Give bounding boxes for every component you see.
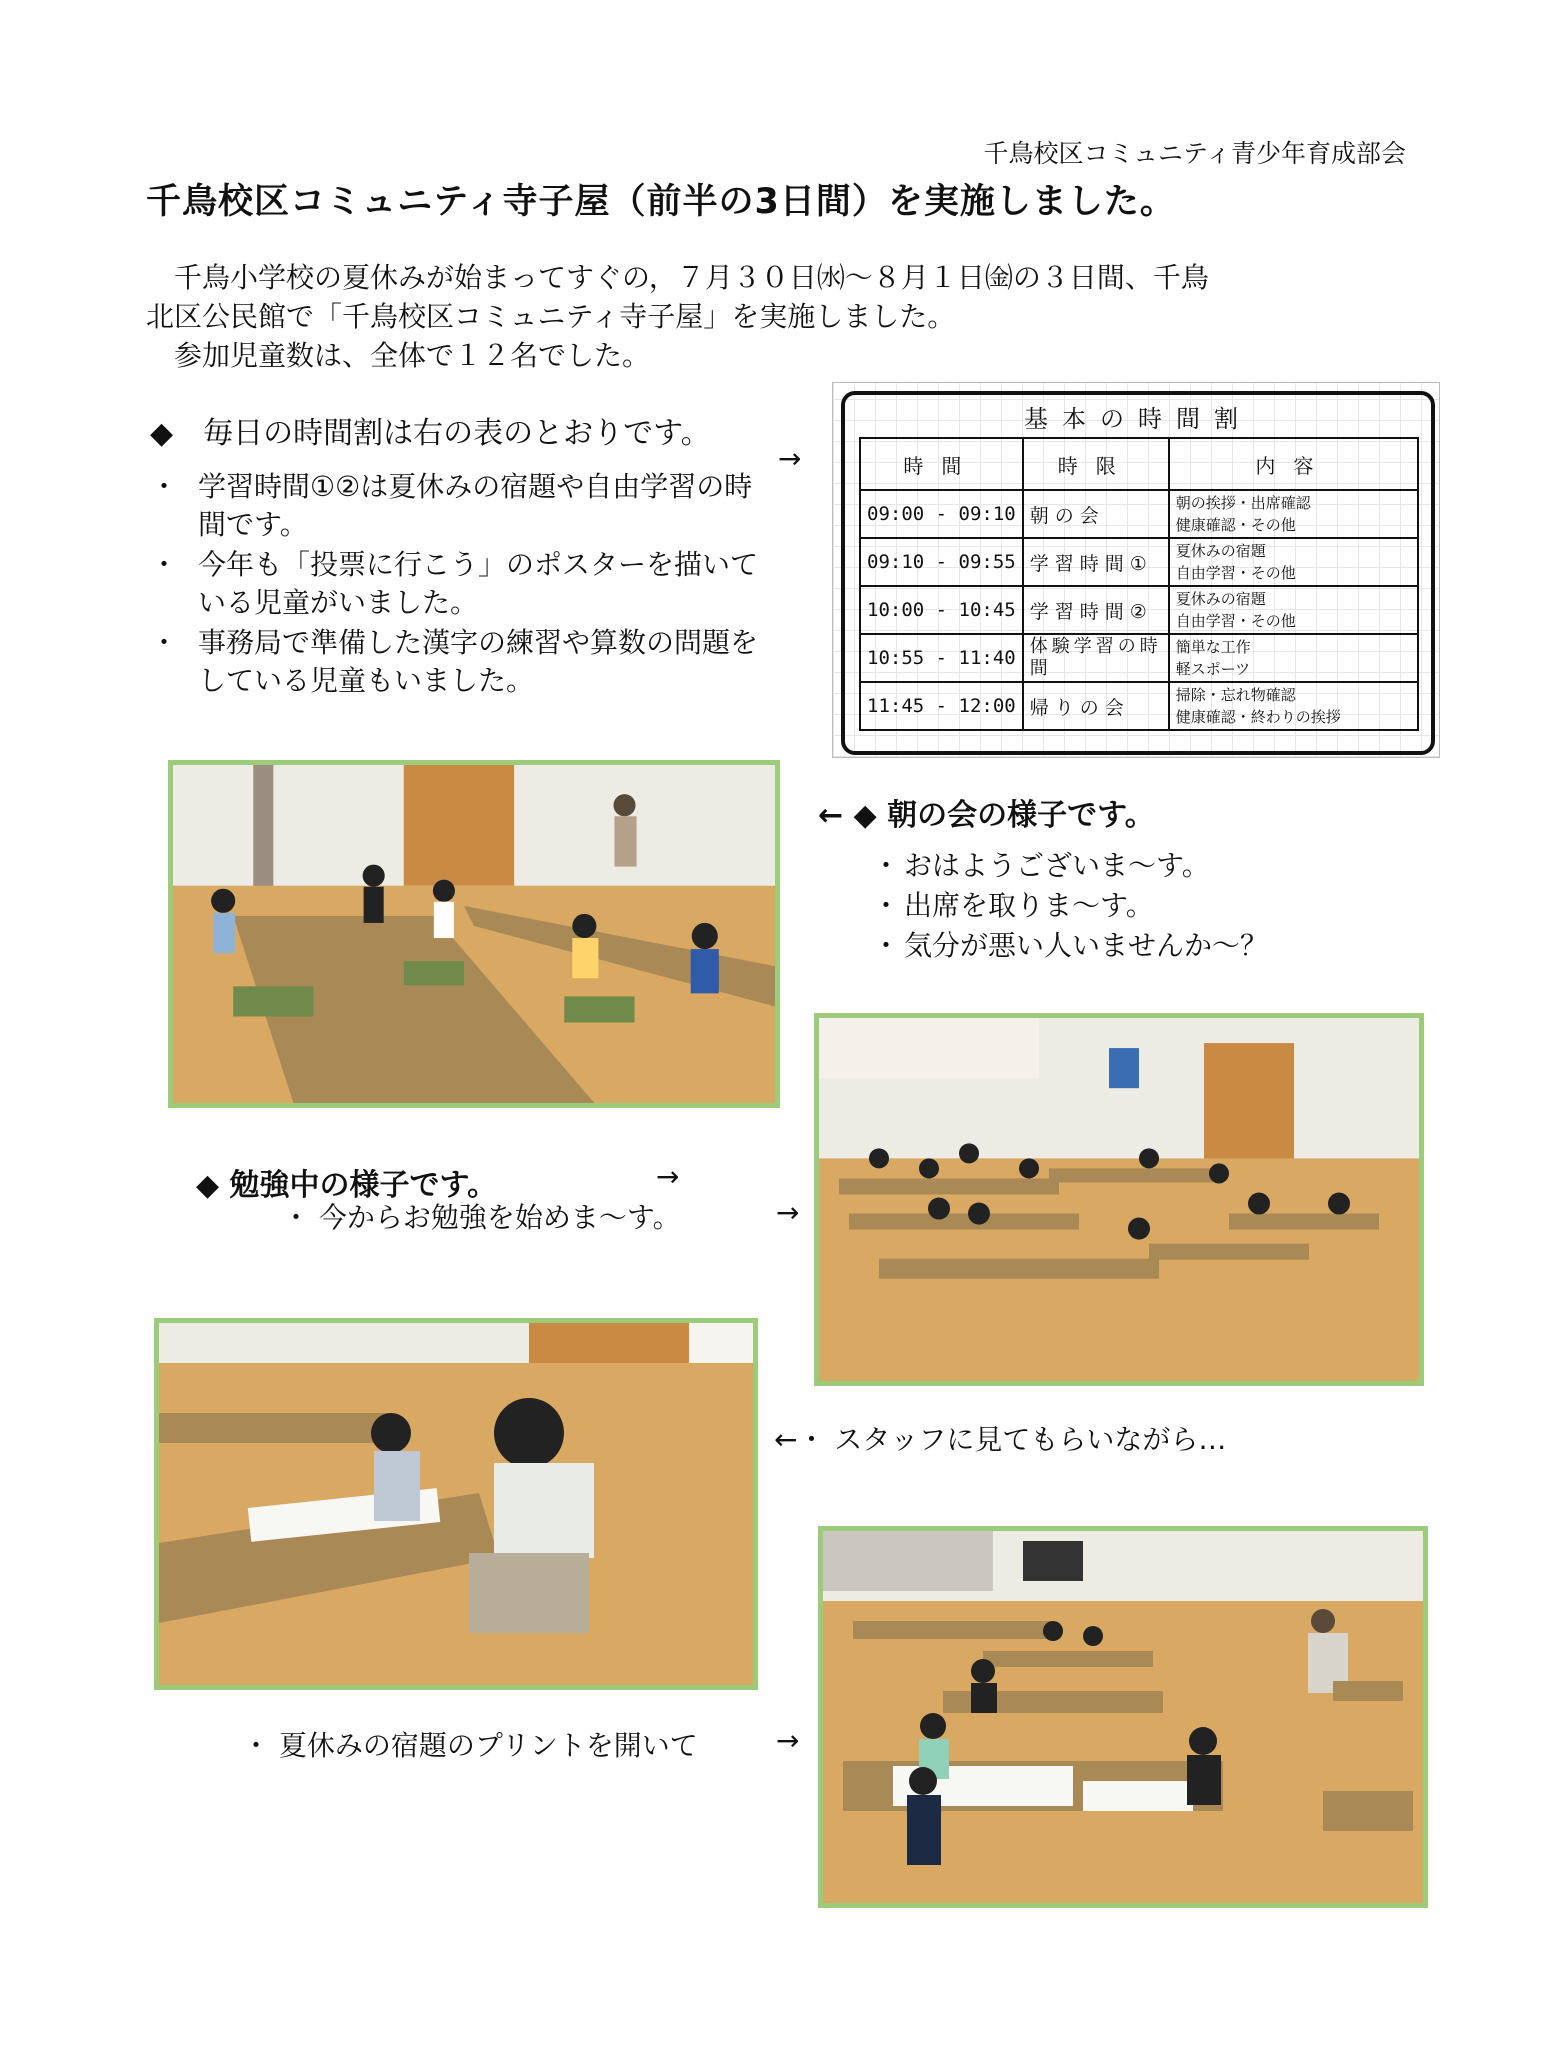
arrow-to-table: → <box>778 442 802 475</box>
intro-line-2: 北区公民館で「千鳥校区コミュニティ寺子屋」を実施しました。 <box>146 300 956 333</box>
content-line: 自由学習・その他 <box>1175 564 1296 582</box>
morning-bullet: ・ 出席を取りま～す。 <box>872 886 1392 926</box>
cell-period: 体験学習の時間 <box>1023 634 1169 682</box>
content-line: 簡単な工作 <box>1175 638 1251 656</box>
page-title: 千鳥校区コミュニティ寺子屋（前半の3日間）を実施しました。 <box>146 182 1176 222</box>
intro-line-1: 千鳥小学校の夏休みが始まってすぐの，７月３０日㈬～８月１日㈮の３日間、千鳥 <box>174 261 1209 294</box>
cell-period: 学習時間② <box>1023 586 1169 634</box>
intro-paragraph <box>146 258 1396 375</box>
staff-caption: ←・ スタッフに見てもらいながら… <box>774 1423 1227 1456</box>
photo-morning-meeting <box>168 760 780 1108</box>
schedule-bullet: ・ 事務局で準備した漢字の練習や算数の問題をしている児童もいました。 <box>150 624 780 700</box>
content-line: 夏休みの宿題 <box>1175 542 1266 560</box>
schedule-table-image <box>832 382 1440 758</box>
photo-studying <box>814 1013 1424 1386</box>
header-period: 時限 <box>1023 438 1169 490</box>
classroom-photo-illustration <box>819 1018 1419 1381</box>
schedule-bullet: ・ 今年も「投票に行こう」のポスターを描いている児童がいました。 <box>150 546 780 622</box>
morning-heading: ← ◆ 朝の会の様子です。 <box>818 798 1155 833</box>
arrow-study-heading: → <box>656 1160 680 1193</box>
header-content: 内容 <box>1169 438 1418 490</box>
table-header-row <box>860 438 1418 490</box>
cell-content <box>1169 490 1418 538</box>
content-line: 健康確認・終わりの挨拶 <box>1175 708 1341 726</box>
photo-staff-helping <box>154 1318 758 1690</box>
table-row <box>860 538 1418 586</box>
content-line: 健康確認・その他 <box>1175 516 1296 534</box>
classroom-photo-illustration <box>823 1531 1423 1903</box>
content-line: 夏休みの宿題 <box>1175 590 1266 608</box>
schedule-heading: ◆ 毎日の時間割は右の表のとおりです。 <box>150 416 711 451</box>
content-line: 朝の挨拶・出席確認 <box>1175 494 1311 512</box>
table-row <box>860 634 1418 682</box>
cell-period: 帰りの会 <box>1023 682 1169 730</box>
cell-period: 朝の会 <box>1023 490 1169 538</box>
morning-bullet: ・ 気分が悪い人いませんか～？ <box>872 926 1392 966</box>
schedule-frame <box>841 391 1435 755</box>
cell-content <box>1169 682 1418 730</box>
schedule-title: 基本の時間割 <box>1024 405 1252 433</box>
table-row <box>860 490 1418 538</box>
organization-name: 千鳥校区コミュニティ青少年育成部会 <box>983 139 1406 168</box>
cell-time: 09:00 - 09:10 <box>860 490 1023 538</box>
classroom-photo-illustration <box>173 765 775 1103</box>
schedule-bullets <box>150 468 780 702</box>
arrow-homework: → <box>776 1724 800 1757</box>
cell-content <box>1169 586 1418 634</box>
classroom-photo-illustration <box>159 1323 753 1685</box>
study-bullet: ・ 今からお勉強を始めま～す。 <box>282 1201 681 1234</box>
photo-homework <box>818 1526 1428 1908</box>
table-row <box>860 586 1418 634</box>
cell-period: 学習時間① <box>1023 538 1169 586</box>
cell-time: 10:55 - 11:40 <box>860 634 1023 682</box>
cell-time: 10:00 - 10:45 <box>860 586 1023 634</box>
homework-caption: ・ 夏休みの宿題のプリントを開いて <box>242 1729 698 1762</box>
content-line: 軽スポーツ <box>1175 660 1251 678</box>
arrow-study-bullet: → <box>776 1196 800 1229</box>
header-time: 時間 <box>860 438 1023 490</box>
intro-line-3: 参加児童数は、全体で１２名でした。 <box>174 339 651 372</box>
study-heading: ◆ 勉強中の様子です。 <box>196 1168 498 1203</box>
cell-content <box>1169 538 1418 586</box>
morning-bullet: ・ おはようございま～す。 <box>872 846 1392 886</box>
content-line: 自由学習・その他 <box>1175 612 1296 630</box>
cell-content <box>1169 634 1418 682</box>
table-row <box>860 682 1418 730</box>
schedule-bullet: ・ 学習時間①②は夏休みの宿題や自由学習の時間です。 <box>150 468 780 544</box>
schedule-table <box>859 437 1419 731</box>
cell-time: 09:10 - 09:55 <box>860 538 1023 586</box>
cell-time: 11:45 - 12:00 <box>860 682 1023 730</box>
content-line: 掃除・忘れ物確認 <box>1175 686 1296 704</box>
morning-bullets <box>872 846 1392 966</box>
